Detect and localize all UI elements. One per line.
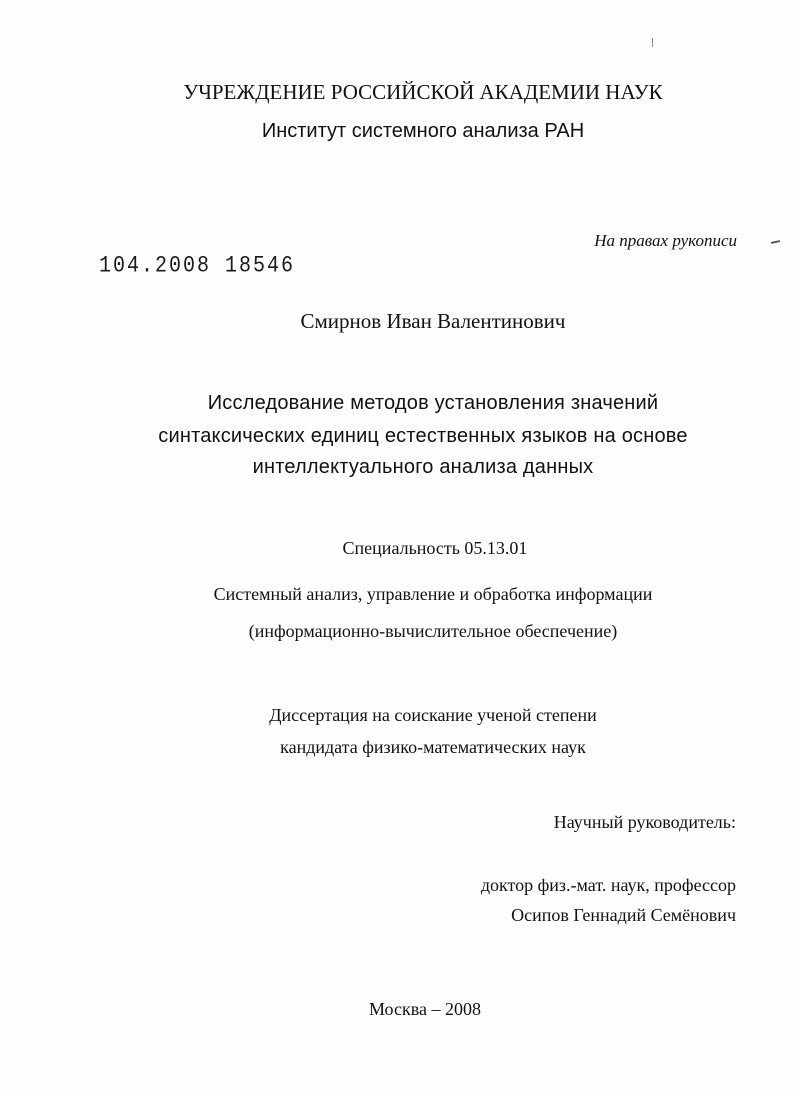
specialty-subtitle: (информационно-вычислительное обеспечение) xyxy=(248,621,618,641)
supervisor-label: Научный руководитель: xyxy=(553,812,736,832)
scan-mark xyxy=(771,240,780,244)
author-name: Смирнов Иван Валентинович xyxy=(300,309,566,333)
supervisor-rank: доктор физ.-мат. наук, профессор xyxy=(480,875,736,895)
specialty-code: Специальность 05.13.01 xyxy=(342,538,528,558)
degree-line: кандидата физико-математических наук xyxy=(280,737,586,757)
specialty-name: Системный анализ, управление и обработка информации xyxy=(213,584,653,604)
scan-mark xyxy=(652,38,653,47)
degree-line: Диссертация на соискание ученой степени xyxy=(269,705,597,725)
manuscript-note: На правах рукописи xyxy=(594,231,737,250)
stamp-number: 104.2008 18546 xyxy=(99,253,296,280)
supervisor-name: Осипов Геннадий Семёнович xyxy=(511,905,736,925)
institute-name: Институт системного анализа РАН xyxy=(261,120,585,142)
dissertation-title-line: интеллектуального анализа данных xyxy=(252,456,594,478)
dissertation-title-line: синтаксических единиц естественных языков на основе xyxy=(158,425,688,447)
dissertation-title-line: Исследование методов установления значений xyxy=(207,392,659,414)
place-year: Москва – 2008 xyxy=(369,999,481,1019)
institution-name: УЧРЕЖДЕНИЕ РОССИЙСКОЙ АКАДЕМИИ НАУК xyxy=(183,80,663,104)
